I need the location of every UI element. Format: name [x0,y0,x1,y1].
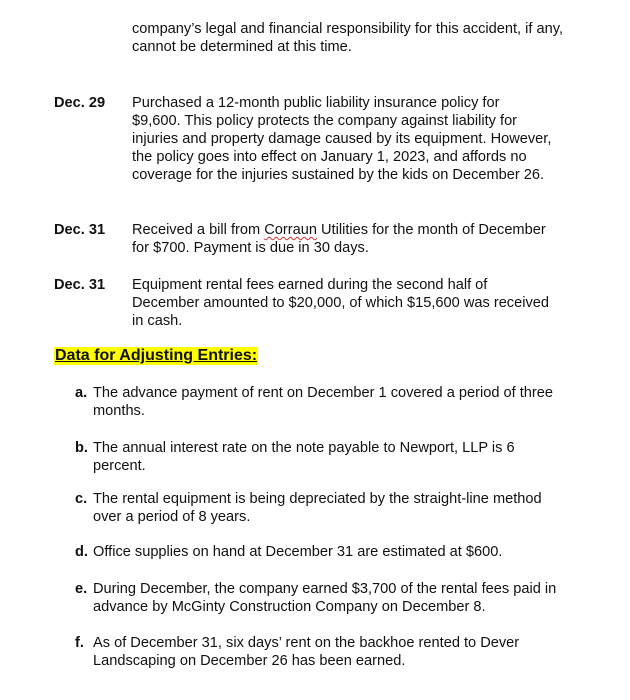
item-letter: b. [75,440,88,456]
item-letter: f. [75,635,84,651]
item-text: During December, the company earned $3,700 of the rental fees paid in advance by McGinty Construction Company on December 8. [93,581,557,615]
item-letter: d. [75,544,88,560]
entry-date: Dec. 29 [54,95,106,111]
entry-description: Equipment rental fees earned during the second half of December amounted to $20,000, of which $15,600 was received in cash. [132,277,549,329]
entry-text-after: Utilities for the month of December for $700. Payment is due in 30 days. [132,222,546,256]
spellcheck-flagged-word[interactable]: Corraun [264,222,317,238]
entry-date: Dec. 31 [54,222,106,238]
item-text: The rental equipment is being depreciated by the straight-line method over a period of 8 years. [93,491,542,525]
item-text: As of December 31, six days’ rent on the backhoe rented to Dever Landscaping on December 26 has been earned. [93,635,520,669]
item-letter: c. [75,491,88,507]
entry-description: Purchased a 12-month public liability insurance policy for $9,600. This policy protects the company against liability for injuries and property damage caused by its equipment. However, the policy goes into effect on January 1, 2023, and affords no coverage for the injuries sustained by the kids on December 26. [132,95,552,183]
adjusting-entries-heading: Data for Adjusting Entries: [55,347,258,364]
item-text: Office supplies on hand at December 31 are estimated at $600. [93,544,503,560]
continued-paragraph: company’s legal and financial responsibility for this accident, if any, cannot be determined at this time. [132,21,564,55]
entry-date: Dec. 31 [54,277,106,293]
item-text: The advance payment of rent on December 1 covered a period of three months. [93,385,553,419]
item-letter: a. [75,385,88,401]
entry-description [132,221,552,257]
item-letter: e. [75,581,88,597]
entry-text-before: Received a bill from [132,222,265,238]
item-text: The annual interest rate on the note payable to Newport, LLP is 6 percent. [93,440,515,474]
